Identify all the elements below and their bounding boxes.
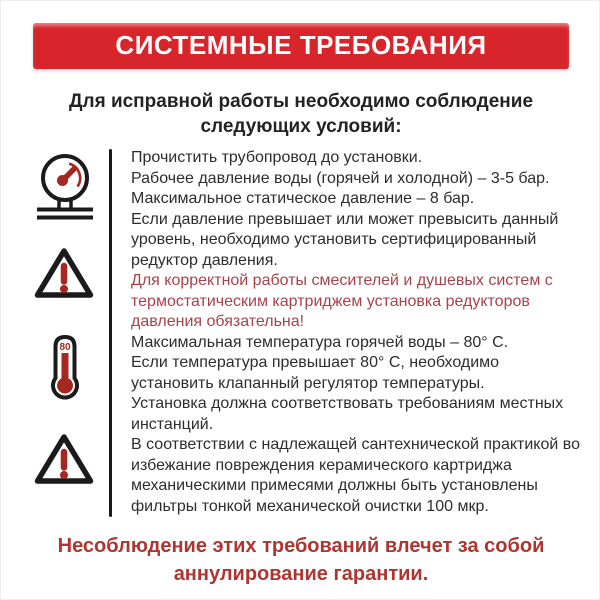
requirement-text: Если температура превышает 80° C, необходимо установить клапанный регулятор температуры. (131, 354, 500, 392)
requirements-list (131, 148, 583, 517)
pressure-gauge-icon (34, 152, 96, 224)
page-title: СИСТЕМНЫЕ ТРЕБОВАНИЯ (115, 29, 487, 60)
footer-block (1, 532, 600, 588)
warning-triangle-icon (32, 430, 96, 488)
requirement-text: Если давление превышает или может превысить данный уровень, необходимо установить сертифицированный редуктор давления. (131, 210, 559, 269)
warning-triangle-icon (32, 244, 96, 302)
warranty-warning-text: Несоблюдение этих требований влечет за собой аннулирование гарантии. (57, 535, 545, 585)
requirement-text: Максимальное статическое давление – 8 бар. (131, 190, 475, 207)
requirement-text: Максимальная температура горячей воды – 80° C. (131, 333, 509, 351)
thermometer-icon (43, 334, 87, 400)
vertical-divider (109, 149, 112, 517)
intro-text: Для исправной работы необходимо соблюдение следующих условий: (68, 91, 534, 137)
intro-block (1, 89, 600, 139)
requirement-text: Рабочее давление воды (горячей и холодной) – 3-5 бар. (131, 169, 550, 187)
requirement-text: Для корректной работы смесителей и душевых систем с термостатическим картриджем установка редукторов давления обязательна! (131, 272, 553, 330)
requirement-text: В соответствии с надлежащей сантехнической практикой во избежание повреждения керамического картриджа механическими примесями должны быть установлены фильтры тонкой механической очистки 100 мкр. (131, 436, 580, 515)
header-banner (33, 23, 569, 69)
requirement-text: Прочистить трубопровод до установки. (131, 149, 423, 166)
thermometer-value-label: 80 (59, 342, 71, 353)
requirement-text: Установка должна соответствовать требованиям местных инстанций. (131, 395, 564, 433)
